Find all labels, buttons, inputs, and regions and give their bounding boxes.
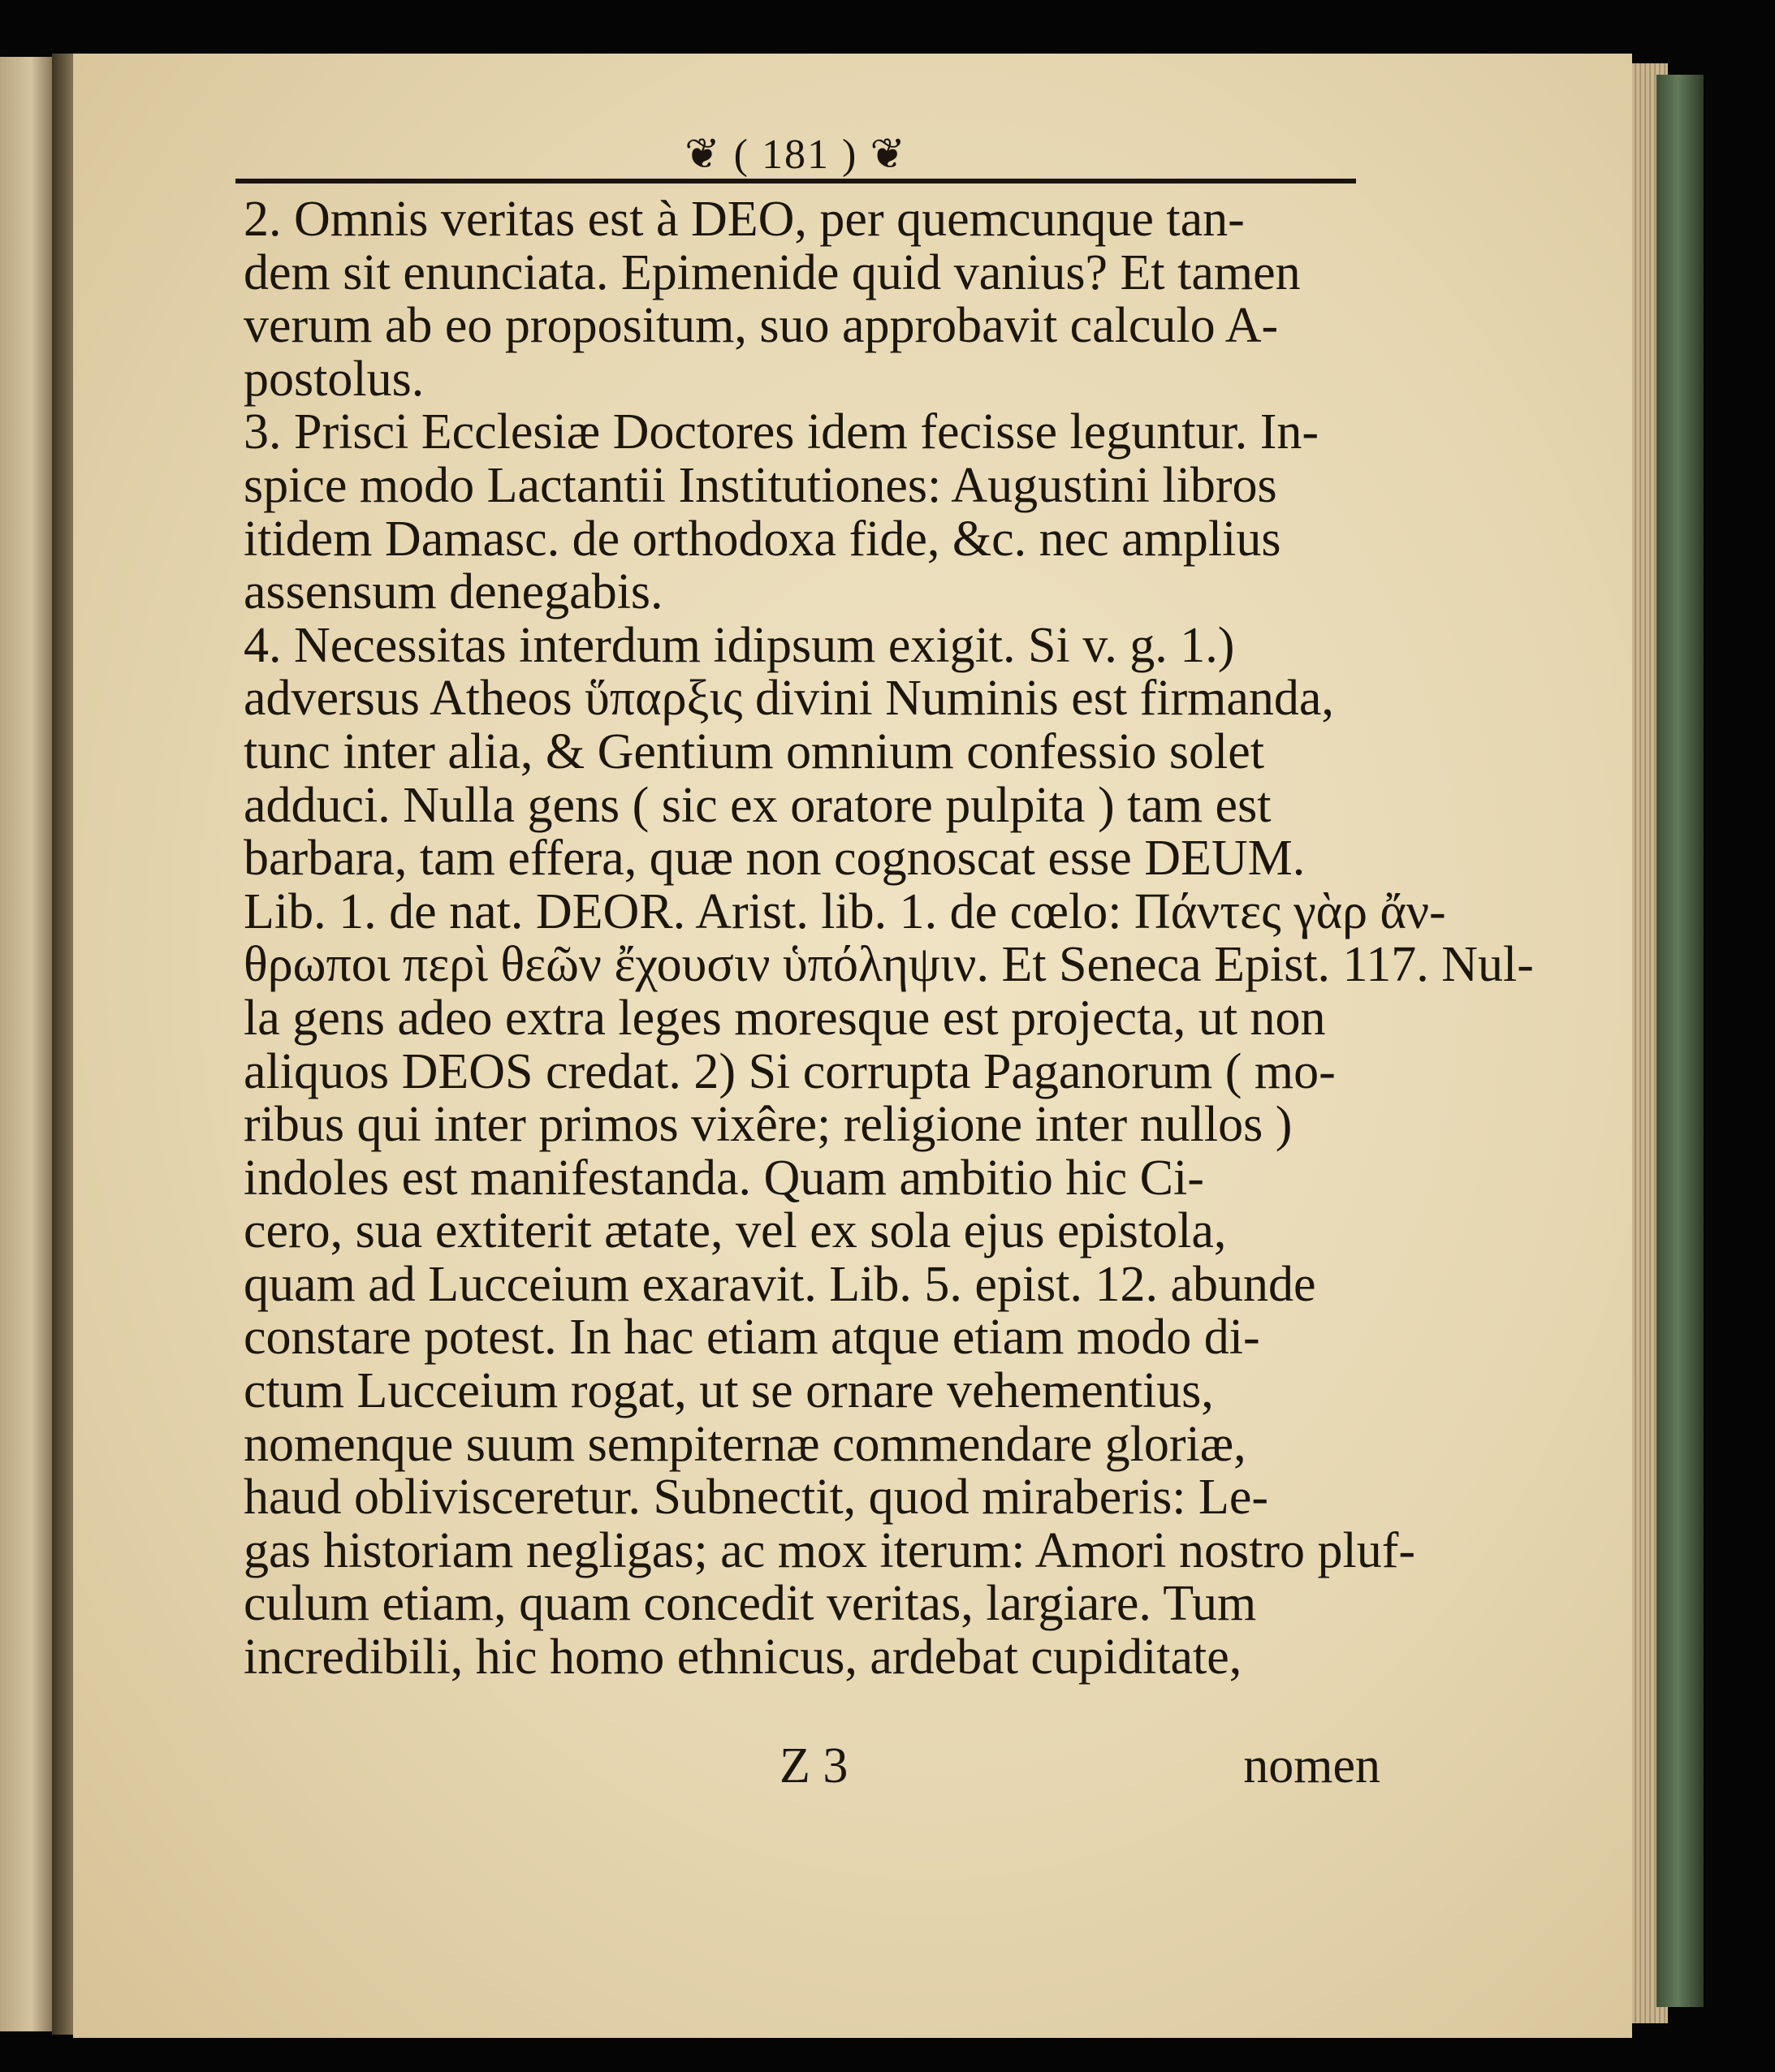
previous-page-edge <box>0 57 52 2031</box>
catchword: nomen <box>1243 1738 1380 1794</box>
text-line: ribus qui inter primos vixêre; religione inter nullos ) <box>244 1097 1293 1153</box>
text-line: itidem Damasc. de orthodoxa fide, &c. nec amplius <box>244 511 1281 567</box>
body-text <box>244 192 1534 1686</box>
text-line: constare potest. In hac etiam atque etiam modo di- <box>244 1310 1260 1366</box>
header-rule <box>235 179 1356 183</box>
text-line: cero, sua extiterit ætate, vel ex sola ejus epistola, <box>244 1203 1227 1259</box>
text-line: adduci. Nulla gens ( sic ex oratore pulpita ) tam est <box>244 777 1272 833</box>
text-line: Lib. 1. de nat. DEOR. Arist. lib. 1. de cœlo: Πάντες γὰρ ἄν- <box>244 883 1446 939</box>
running-header <box>235 130 1356 187</box>
text-line: incredibili, hic homo ethnicus, ardebat cupiditate, <box>244 1630 1242 1686</box>
page-footer <box>244 1737 1380 1802</box>
text-line: culum etiam, quam concedit veritas, largiare. Tum <box>244 1576 1257 1632</box>
text-line: la gens adeo extra leges moresque est projecta, ut non <box>244 990 1326 1046</box>
text-line: barbara, tam effera, quæ non cognoscat esse DEUM. <box>244 831 1306 887</box>
text-line: ctum Lucceium rogat, ut se ornare vehementius, <box>244 1363 1214 1419</box>
text-line: tunc inter alia, & Gentium omnium confessio solet <box>244 723 1264 779</box>
text-line: θρωποι περὶ θεῶν ἔχουσιν ὑπόληψιν. Et Seneca Epist. 117. Nul- <box>244 937 1534 993</box>
text-line: 4. Necessitas interdum idipsum exigit. Si v. g. 1.) <box>244 617 1235 673</box>
text-line: dem sit enunciata. Epimenide quid vanius? Et tamen <box>244 244 1301 300</box>
text-line: spice modo Lactantii Institutiones: Augustini libros <box>244 457 1277 513</box>
text-line: adversus Atheos ὕπαρξις divini Numinis est firmanda, <box>244 671 1334 727</box>
page-number: ❦ ( 181 ) ❦ <box>685 132 907 178</box>
text-line: verum ab eo propositum, suo approbavit calculo A- <box>244 298 1279 354</box>
book-block-edge <box>1656 75 1704 2007</box>
text-line: quam ad Lucceium exaravit. Lib. 5. epist. 12. abunde <box>244 1256 1316 1312</box>
text-line: haud oblivisceretur. Subnectit, quod miraberis: Le- <box>244 1470 1269 1526</box>
text-line: nomenque suum sempiternæ commendare gloriæ, <box>244 1416 1246 1472</box>
text-line: assensum denegabis. <box>244 564 663 620</box>
text-line: gas historiam negligas; ac mox iterum: Amori nostro pluf- <box>244 1522 1415 1578</box>
text-line: postolus. <box>244 351 425 407</box>
text-line: indoles est manifestanda. Quam ambitio hic Ci- <box>244 1150 1204 1206</box>
text-line: 3. Prisci Ecclesiæ Doctores idem fecisse leguntur. In- <box>244 404 1319 460</box>
text-line: 2. Omnis veritas est à DEO, per quemcunque tan- <box>244 192 1245 247</box>
text-line: aliquos DEOS credat. 2) Si corrupta Paganorum ( mo- <box>244 1043 1336 1099</box>
signature-mark: Z 3 <box>780 1738 849 1794</box>
